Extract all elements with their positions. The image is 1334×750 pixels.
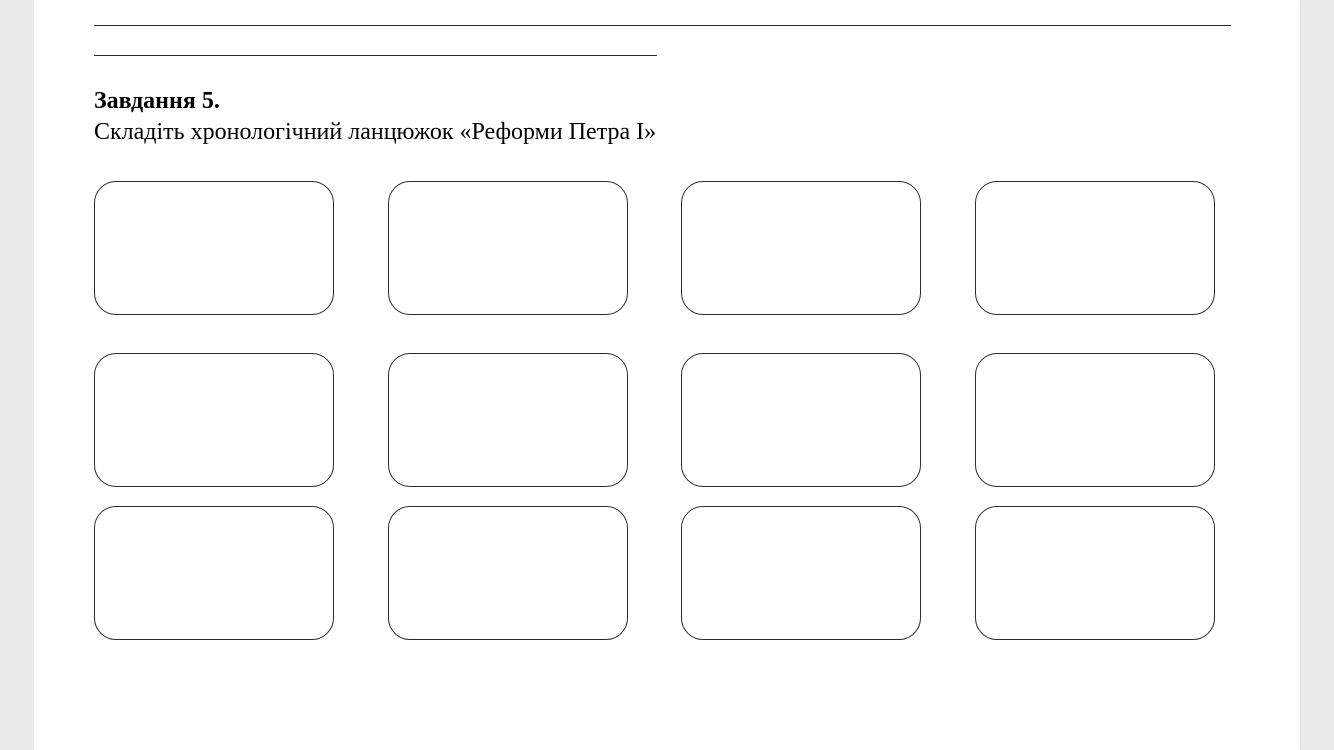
chain-box-1[interactable] [94,181,334,315]
chain-box-4[interactable] [975,181,1215,315]
chain-box-2[interactable] [388,181,628,315]
chain-box-5[interactable] [94,353,334,487]
chain-box-12[interactable] [975,506,1215,640]
chain-box-9[interactable] [94,506,334,640]
chain-box-11[interactable] [681,506,921,640]
answer-line [94,55,657,56]
chain-box-6[interactable] [388,353,628,487]
chain-box-3[interactable] [681,181,921,315]
chain-box-7[interactable] [681,353,921,487]
document-page [34,0,1300,750]
task-instruction: Складіть хронологічний ланцюжок «Реформи Петра І» [94,119,657,145]
task-title: Завдання 5. [94,88,220,114]
answer-line [94,25,1231,26]
chain-box-10[interactable] [388,506,628,640]
chain-box-8[interactable] [975,353,1215,487]
